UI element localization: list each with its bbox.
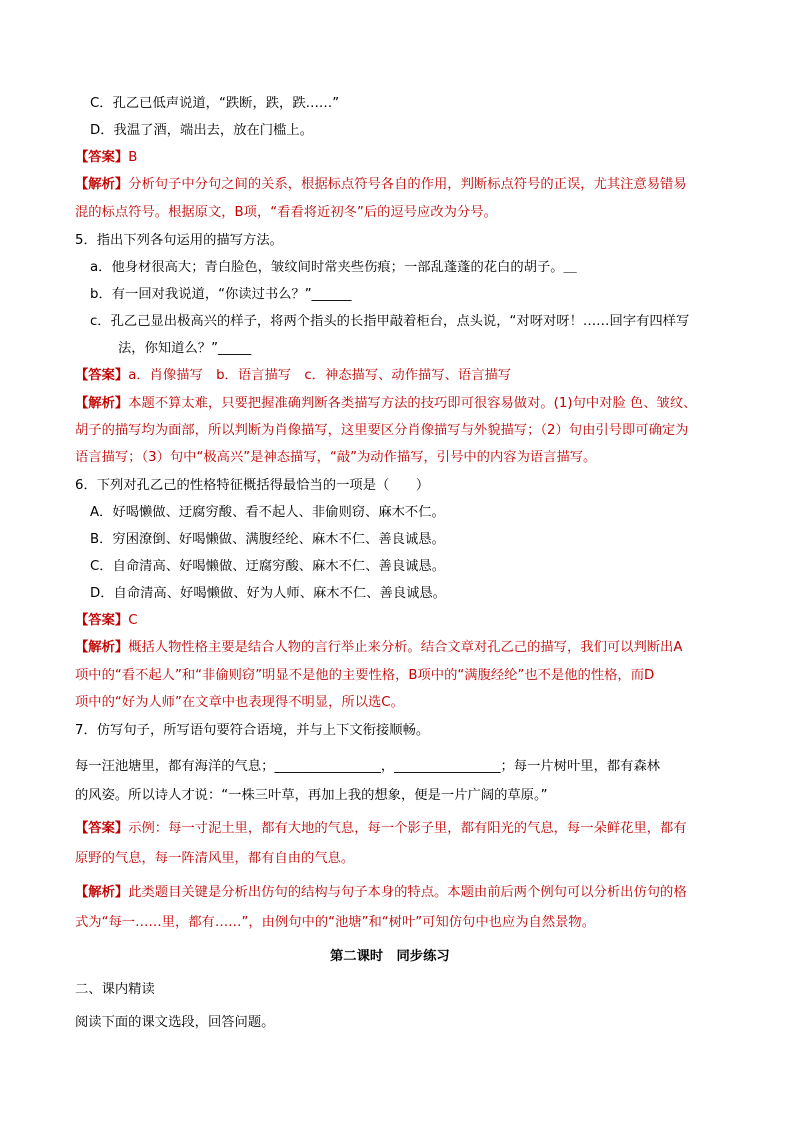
q5-sentence-b: b．有一回对我说道，“你读过书么？”______ (90, 287, 352, 302)
q6-stem: 6．下列对孔乙己的性格特征概括得最恰当的一项是（ ） (75, 478, 430, 493)
q6-option-d: D．自命清高、好喝懒做、好为人师、麻木不仁、善良诚恳。 (90, 586, 446, 601)
q5-analysis-line-2: 胡子的描写均为面部，所以判断为肖像描写，这里要区分肖像描写与外貌描写；（2）句由引号即可确定为 (75, 423, 689, 438)
q4-analysis-line-1: 【解析】分析句子中分句之间的关系，根据标点符号各自的作用，判断标点符号的正误，尤其注意易错易 (75, 177, 687, 192)
section-part-heading: 二、课内精读 (75, 982, 155, 997)
q6-analysis-line-2: 项中的“看不起人”和“非偷则窃”明显不是他的主要性格，B项中的“满腹经纶”也不是他的性格，而D (75, 668, 655, 683)
answer-value: C (128, 613, 138, 628)
answer-value: a．肖像描写 b．语言描写 c．神态描写、动作描写、语言描写 (128, 368, 512, 383)
analysis-tag: 【解析】 (75, 640, 129, 655)
q7-analysis-line-2: 式为“每一……里，都有……”，由例句中的“池塘”和“树叶”可知仿句中也应为自然景物。 (75, 915, 596, 930)
analysis-tag: 【解析】 (75, 885, 129, 900)
q5-stem: 5．指出下列各句运用的描写方法。 (75, 233, 283, 248)
q5-analysis-line-3: 语言描写；（3）句中“极高兴”是神态描写，“敲”为动作描写，引号中的内容为语言描写。 (75, 450, 597, 465)
q5-sentence-a: a．他身材很高大；青白脸色，皱纹间时常夹些伤痕；一部乱蓬蓬的花白的胡子。＿ (90, 260, 577, 275)
q7-answer-line-1: 【答案】示例：每一寸泥土里，都有大地的气息，每一个影子里，都有阳光的气息，每一朵鲜花里，都有 (75, 821, 687, 836)
q6-option-a: A．好喝懒做、迂腐穷酸、看不起人、非偷则窃、麻木不仁。 (90, 505, 445, 520)
q7-text-line-2: 的风姿。所以诗人才说：“一株三叶草，再加上我的想象，便是一片广阔的草原。” (75, 788, 548, 803)
answer-tag: 【答案】 (75, 613, 129, 628)
q4-answer (75, 149, 137, 167)
section-instruction: 阅读下面的课文选段，回答问题。 (75, 1015, 275, 1030)
answer-value: B (128, 150, 138, 165)
q7-analysis-line-1: 【解析】此类题目关键是分析出仿句的结构与句子本身的特点。本题由前后两个例句可以分析出仿句的格 (75, 885, 687, 900)
q7-text-line-1: 每一汪池塘里，都有海洋的气息；________________，________________；每一片树叶里，都有森林 (75, 759, 661, 774)
q4-option-d: D．我温了酒，端出去，放在门槛上。 (90, 123, 313, 138)
q6-option-c: C．自命清高、好喝懒做、迂腐穷酸、麻木不仁、善良诚恳。 (90, 559, 446, 574)
answer-tag: 【答案】 (75, 821, 129, 836)
analysis-tag: 【解析】 (75, 177, 129, 192)
q7-answer-line-2: 原野的气息，每一阵清风里，都有自由的气息。 (75, 851, 355, 866)
q5-answer (75, 367, 511, 385)
q5-analysis-line-1: 【解析】本题不算太难，只要把握准确判断各类描写方法的技巧即可很容易做对。(1)句中对脸 色、皱纹、 (75, 396, 697, 411)
q5-sentence-c-line-2: 法，你知道么？”_____ (118, 341, 252, 356)
answer-tag: 【答案】 (75, 368, 129, 383)
q4-option-c: C．孔乙已低声说道，“跌断，跌，跌……” (90, 96, 340, 111)
q6-analysis-line-1: 【解析】概括人物性格主要是结合人物的言行举止来分析。结合文章对孔乙己的描写，我们可以判断出A (75, 640, 683, 655)
q4-analysis-line-2: 混的标点符号。根据原文，B项，“看看将近初冬”后的逗号应改为分号。 (75, 205, 497, 220)
answer-tag: 【答案】 (75, 150, 129, 165)
q6-analysis-line-3: 项中的“好为人师”在文章中也表现得不明显，所以选C。 (75, 695, 404, 710)
section-title: 第二课时 同步练习 (330, 949, 450, 964)
q7-stem: 7．仿写句子，所写语句要符合语境，并与上下文衔接顺畅。 (75, 723, 430, 738)
q6-option-b: B．穷困潦倒、好喝懒做、满腹经纶、麻木不仁、善良诚恳。 (90, 532, 445, 547)
q6-answer (75, 612, 137, 630)
analysis-tag: 【解析】 (75, 396, 129, 411)
q5-sentence-c-line-1: c．孔乙己显出极高兴的样子，将两个指头的长指甲敲着柜台，点头说，“对呀对呀！……回字有四样写 (90, 314, 690, 329)
